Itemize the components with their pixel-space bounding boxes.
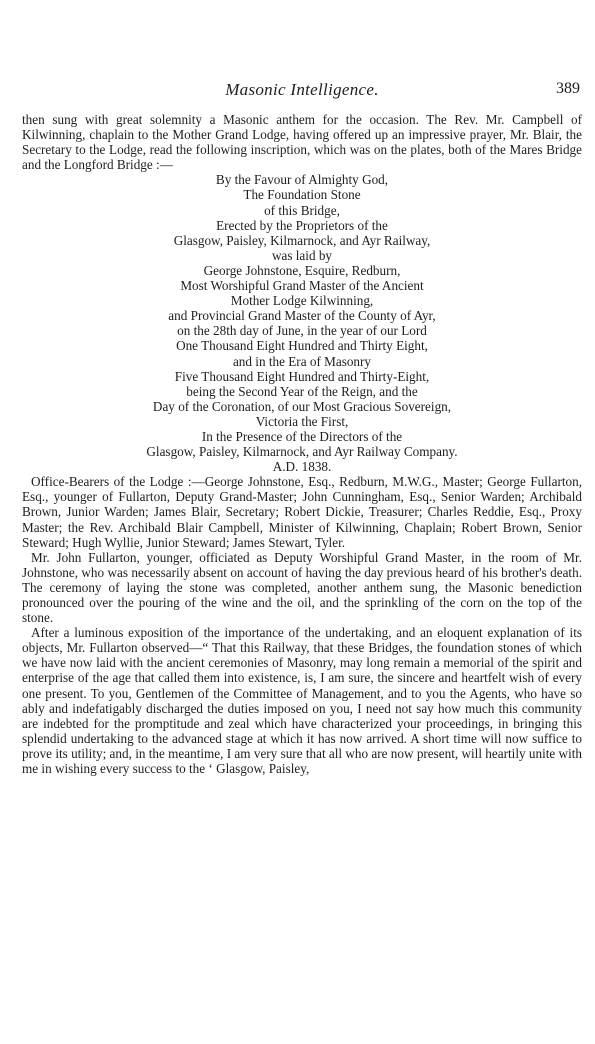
page-number: 389 [556, 80, 580, 97]
running-title: Masonic Intelligence. [225, 80, 379, 99]
inscription-line: Day of the Coronation, of our Most Gracious Sovereign, [152, 398, 452, 414]
inscription-line: Mother Lodge Kilwinning, [230, 293, 374, 309]
inscription-line: was laid by [271, 247, 333, 263]
exposition-paragraph: After a luminous exposition of the importance of the undertaking, and an eloquent explanation of its objects, Mr. Fullarton observed—“ That this Railway, that these Bridges, the foundation stones of which we have now laid with the ancient ceremonies of Masonry, may long remain a memorial of the spirit and enterprise of the age that called them into existence, is, I am sure, the sincere and heartfelt wish of every one present. To you, Gentlemen of the Committee of Management, and to you the Agents, who have so ably and indefatigably discharged the duties imposed on you, I need not say how much this community are indebted for the promptitude and zeal which have characterized your proceedings, in bringing this splendid undertaking to the advanced stage at which it has now arrived. A short time will now suffice to prove its utility; and, in the meantime, I am very sure that all who are now present, will heartily unite with me in wishing every success to the ‘ Glasgow, Paisley, [22, 625, 582, 777]
inscription-line: Glasgow, Paisley, Kilmarnock, and Ayr Railway, [173, 232, 431, 248]
inscription-line: and in the Era of Masonry [232, 353, 372, 369]
office-bearers-paragraph: Office-Bearers of the Lodge :—George Johnstone, Esq., Redburn, M.W.G., Master; George Fullarton, Esq., younger of Fullarton, Deputy Grand-Master; John Cunningham, Esq., Senior Warden; Archibald Brown, Junior Warden; James Blair, Secretary; Robert Dickie, Treasurer; Charles Reddie, Esq., Proxy Master; the Rev. Archibald Blair Campbell, Minister of Kilwinning, Chaplain; Robert Brown, Senior Steward; Hugh Wyllie, Junior Steward; James Stewart, Tyler. [22, 474, 582, 550]
inscription-line: Victoria the First, [255, 413, 349, 429]
inscription-line: The Foundation Stone [243, 187, 361, 203]
document-page [22, 80, 582, 776]
inscription-line: George Johnstone, Esquire, Redburn, [203, 262, 401, 278]
inscription-line: of this Bridge, [264, 202, 340, 218]
intro-paragraph: then sung with great solemnity a Masonic anthem for the occasion. The Rev. Mr. Campbell of Kilwinning, chaplain to the Mother Grand Lodge, having offered up an impressive prayer, Mr. Blair, the Secretary to the Lodge, read the following inscription, which was on the plates, both of the Mares Bridge and the Longford Bridge :— [22, 112, 582, 173]
page-header [22, 80, 582, 104]
inscription-date: A.D. 1838. [272, 459, 332, 475]
inscription-line: and Provincial Grand Master of the County of Ayr, [168, 308, 436, 324]
inscription-line: By the Favour of Almighty God, [215, 172, 389, 188]
inscription-line: being the Second Year of the Reign, and the [186, 383, 418, 399]
inscription-line: on the 28th day of June, in the year of our Lord [177, 323, 427, 339]
inscription-line: Five Thousand Eight Hundred and Thirty-Eight, [174, 368, 430, 384]
inscription-line: One Thousand Eight Hundred and Thirty Eight, [176, 338, 428, 354]
inscription-block [22, 172, 582, 474]
fullarton-paragraph: Mr. John Fullarton, younger, officiated as Deputy Worshipful Grand Master, in the room of Mr. Johnstone, who was necessarily absent on account of having the day previous heard of his brother's death. The ceremony of laying the stone was completed, another anthem sung, the Masonic benediction pronounced over the pouring of the wine and the oil, and the sprinkling of the corn on the top of the stone. [22, 549, 582, 626]
inscription-line: In the Presence of the Directors of the [201, 428, 403, 444]
inscription-line: Erected by the Proprietors of the [216, 217, 388, 233]
inscription-line: Most Worshipful Grand Master of the Ancient [180, 278, 424, 294]
inscription-line: Glasgow, Paisley, Kilmarnock, and Ayr Railway Company. [146, 444, 458, 460]
